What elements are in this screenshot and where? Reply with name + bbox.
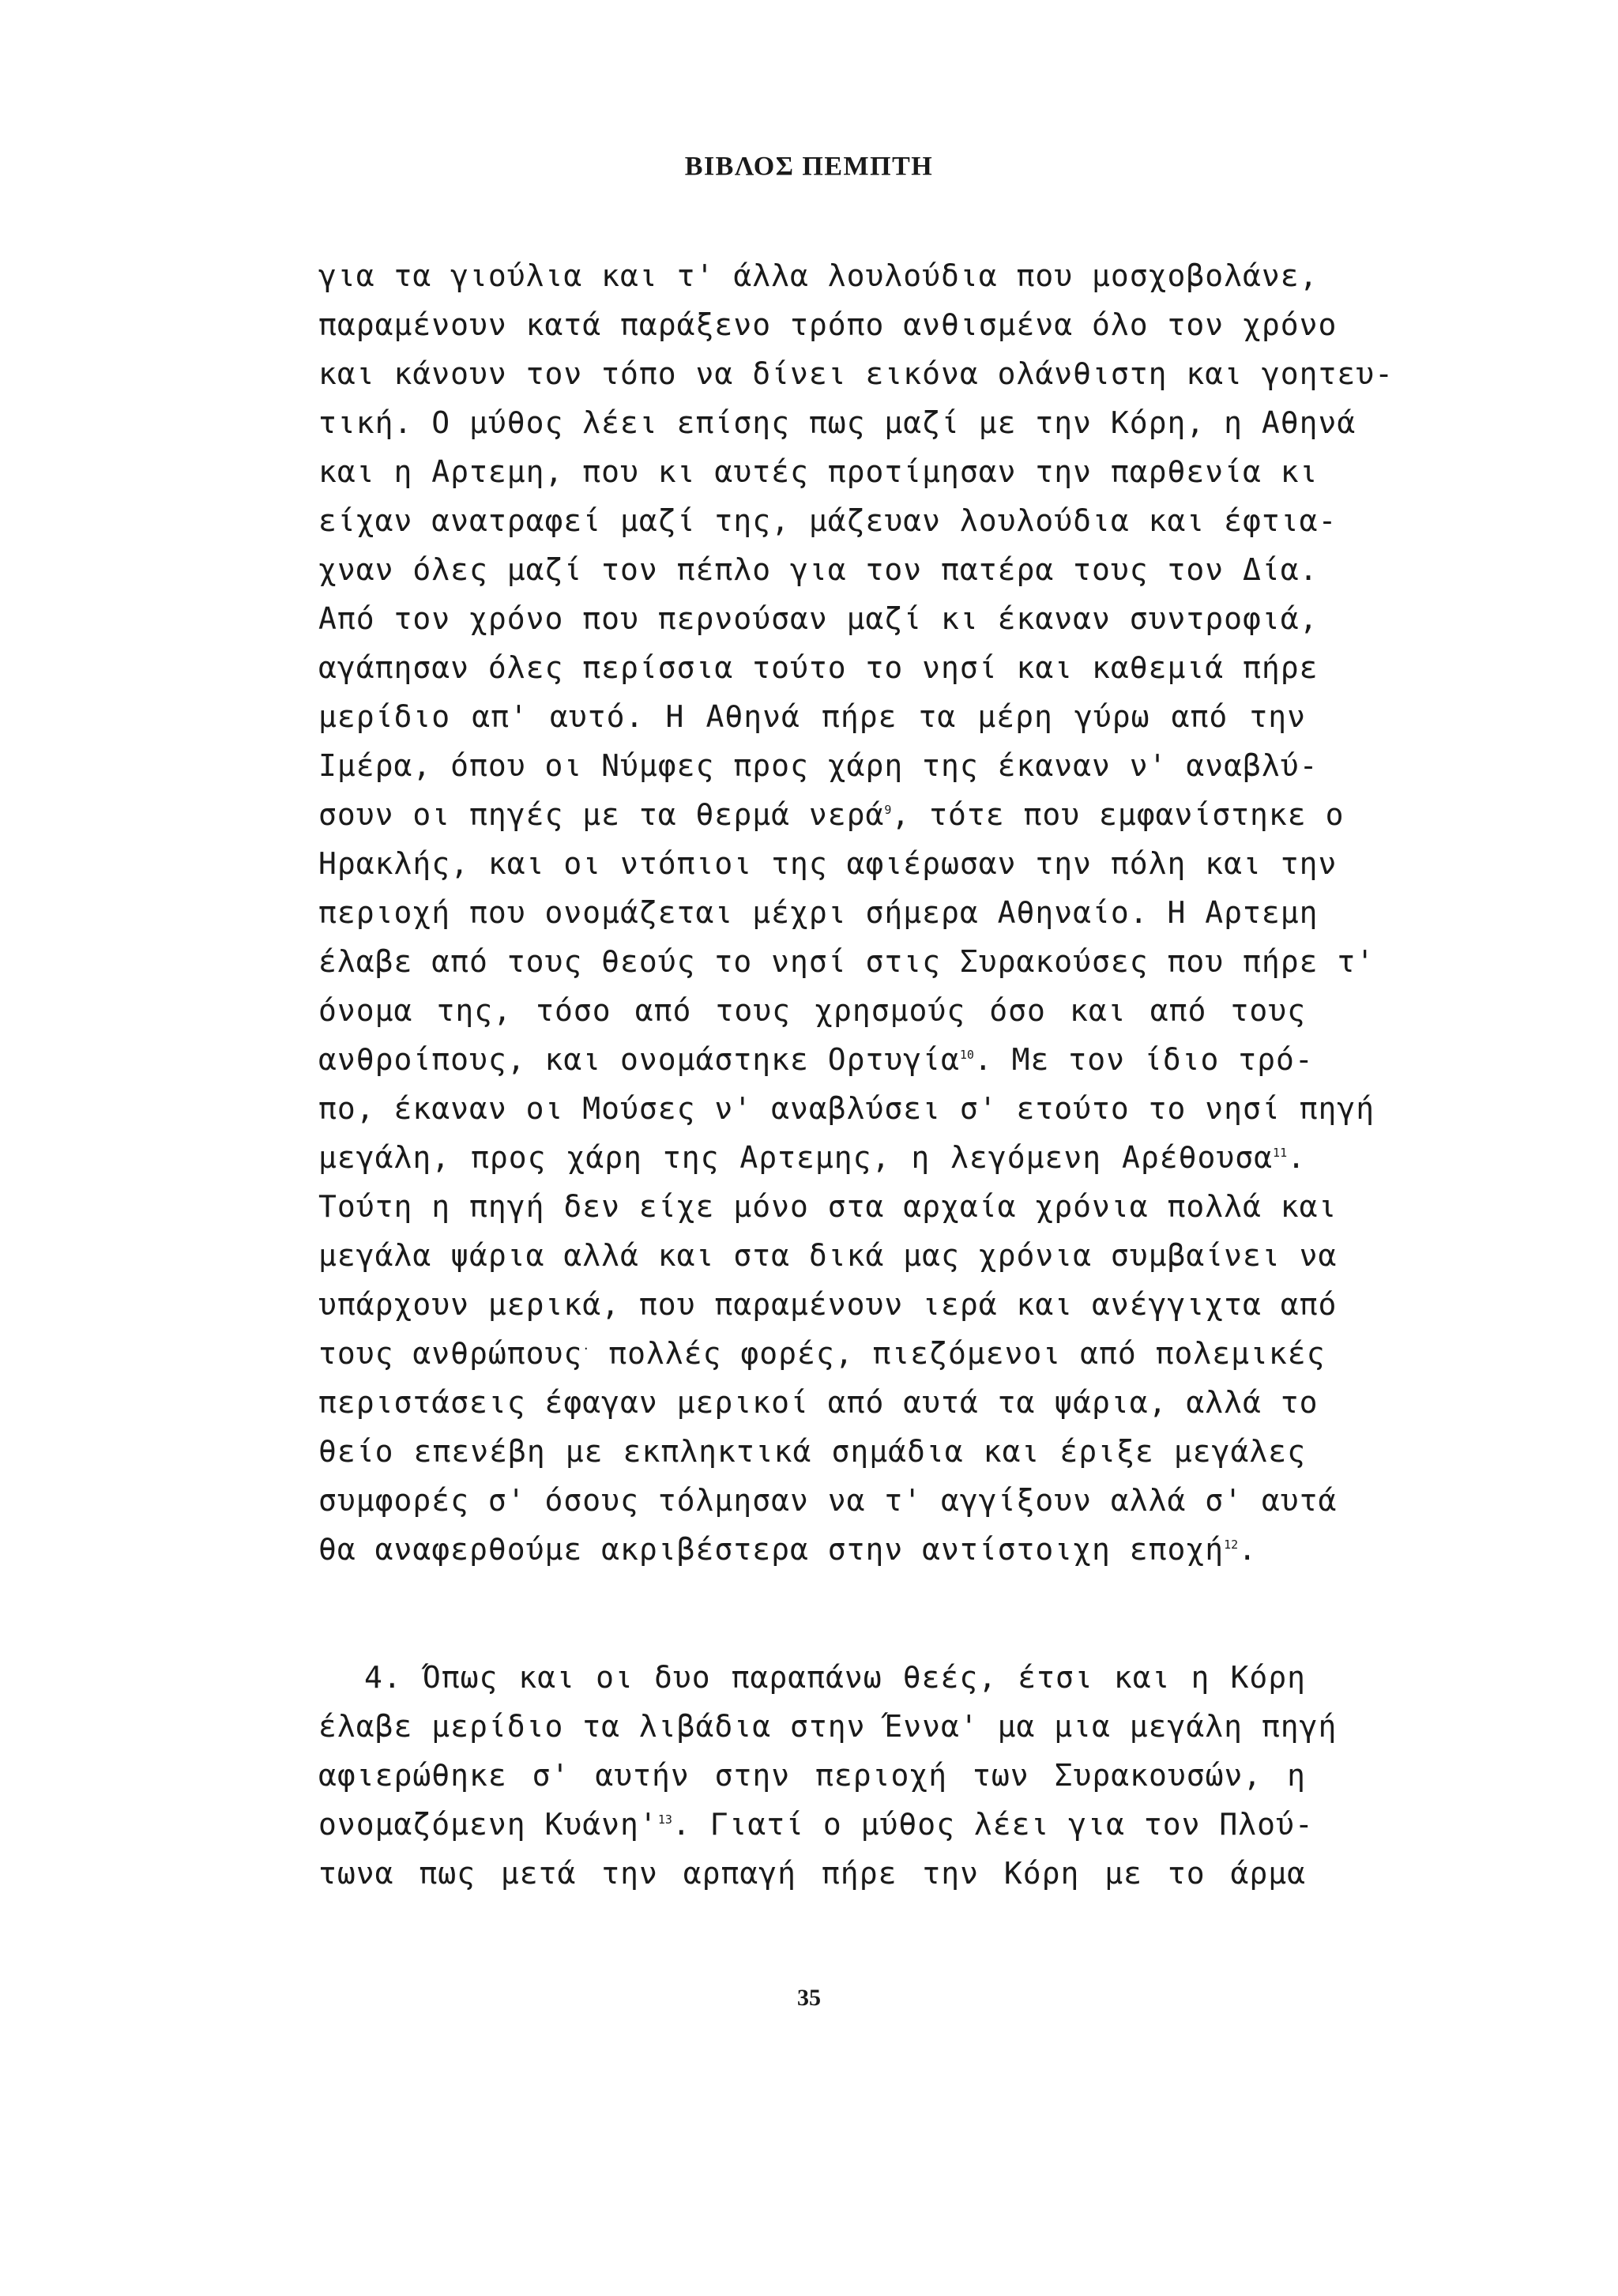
text-run: μεγάλη, προς χάρη της Αρτεμης, η λεγόμενη Αρέθουσα xyxy=(318,1140,1274,1175)
text-line xyxy=(318,1133,1306,1182)
text-line: τωνα πως μετά την αρπαγή πήρε την Κόρη με το άρμα xyxy=(318,1856,1306,1891)
text-line: υπάρχουν μερικά, που παραμένουν ιερά και ανέγγιχτα από xyxy=(318,1287,1338,1322)
text-line: έλαβε μερίδιο τα λιβάδια στην Έννα' μα μια μεγάλη πηγή xyxy=(318,1709,1338,1744)
text-line: μεγάλα ψάρια αλλά και στα δικά μας χρόνια συμβαίνει να xyxy=(318,1238,1338,1273)
text-line: συμφορές σ' όσους τόλμησαν να τ' αγγίξουν αλλά σ' αυτά xyxy=(318,1483,1338,1518)
text-line: παραμένουν κατά παράξενο τρόπο ανθισμένα όλο τον χρόνο xyxy=(318,307,1338,342)
footnote-ref: 9 xyxy=(884,803,892,817)
text-line: Από τον χρόνο που περνούσαν μαζί κι έκαναν συντροφιά, xyxy=(318,601,1319,636)
text-run: ονομαζόμενη Κυάνη' xyxy=(318,1807,658,1842)
text-line: τική. Ο μύθος λέει επίσης πως μαζί με την Κόρη, η Αθηνά xyxy=(318,405,1356,440)
text-run: πολλές φορές, πιεζόμενοι από πολεμικές xyxy=(589,1336,1326,1371)
text-run: . Με τον ίδιο τρό- xyxy=(973,1042,1314,1077)
text-line: Ιμέρα, όπου οι Νύμφες προς χάρη της έκαναν ν' αναβλύ- xyxy=(318,748,1319,783)
text-line: έλαβε από τους θεούς το νησί στις Συρακούσες που πήρε τ' xyxy=(318,944,1375,979)
paragraph-spacer xyxy=(318,1574,1306,1653)
text-run: . xyxy=(1238,1532,1258,1567)
text-run: . xyxy=(1287,1140,1306,1175)
footnote-ref: 13 xyxy=(657,1812,672,1827)
paragraph-2 xyxy=(318,1653,1338,1898)
text-line xyxy=(318,1329,1326,1378)
text-run: . Γιατί ο μύθος λέει για τον Πλού- xyxy=(672,1807,1314,1842)
text-line xyxy=(318,790,1345,839)
text-line: είχαν ανατραφεί μαζί της, μάζευαν λουλούδια και έφτια- xyxy=(318,503,1338,538)
footnote-ref: · xyxy=(582,1342,590,1356)
running-head: ΒΙΒΛΟΣ ΠΕΜΠΤΗ xyxy=(684,152,934,181)
text-line: Τούτη η πηγή δεν είχε μόνο στα αρχαία χρόνια πολλά και xyxy=(318,1189,1338,1224)
paragraph-1 xyxy=(318,251,1394,1574)
text-run: τους ανθρώπους xyxy=(318,1336,583,1371)
text-line xyxy=(318,1800,1314,1849)
text-line: για τα γιούλια και τ' άλλα λουλούδια που μοσχοβολάνε, xyxy=(318,258,1319,293)
text-line: αφιερώθηκε σ' αυτήν στην περιοχή των Συρακουσών, η xyxy=(318,1758,1306,1793)
text-line: πο, έκαναν οι Μούσες ν' αναβλύσει σ' ετούτο το νησί πηγή xyxy=(318,1091,1375,1126)
text-line xyxy=(318,1035,1314,1084)
footnote-ref: 10 xyxy=(959,1048,974,1062)
text-line: θείο επενέβη με εκπληκτικά σημάδια και έριξε μεγάλες xyxy=(318,1434,1306,1469)
text-line: χναν όλες μαζί τον πέπλο για τον πατέρα τους τον Δία. xyxy=(318,552,1319,587)
text-line: Ηρακλής, και οι ντόπιοι της αφιέρωσαν την πόλη και την xyxy=(318,846,1338,881)
page-number: 35 xyxy=(797,1985,821,2011)
text-line: 4. Όπως και οι δυο παραπάνω θεές, έτσι και η Κόρη xyxy=(364,1660,1306,1695)
footnote-ref: 11 xyxy=(1273,1146,1288,1160)
text-run: ανθροίπους, και ονομάστηκε Ορτυγία xyxy=(318,1042,960,1077)
text-run: σουν οι πηγές με τα θερμά νερά xyxy=(318,797,885,832)
text-line: περιοχή που ονομάζεται μέχρι σήμερα Αθηναίο. Η Αρτεμη xyxy=(318,895,1319,930)
footnote-ref: 12 xyxy=(1224,1538,1239,1552)
text-line: και η Αρτεμη, που κι αυτές προτίμησαν την παρθενία κι xyxy=(318,454,1319,489)
text-line: και κάνουν τον τόπο να δίνει εικόνα ολάνθιστη και γοητευ- xyxy=(318,356,1394,391)
text-line: όνομα της, τόσο από τους χρησμούς όσο και από τους xyxy=(318,993,1306,1028)
text-line xyxy=(318,1525,1306,1574)
text-line: μερίδιο απ' αυτό. Η Αθηνά πήρε τα μέρη γύρω από την xyxy=(318,699,1306,734)
text-line: περιστάσεις έφαγαν μερικοί από αυτά τα ψάρια, αλλά το xyxy=(318,1385,1319,1420)
text-run: θα αναφερθούμε ακριβέστερα στην αντίστοιχη εποχή xyxy=(318,1532,1225,1567)
text-line: αγάπησαν όλες περίσσια τούτο το νησί και καθεμιά πήρε xyxy=(318,650,1319,685)
text-run: , τότε που εμφανίστηκε ο xyxy=(891,797,1345,832)
body-text xyxy=(318,251,1394,1898)
